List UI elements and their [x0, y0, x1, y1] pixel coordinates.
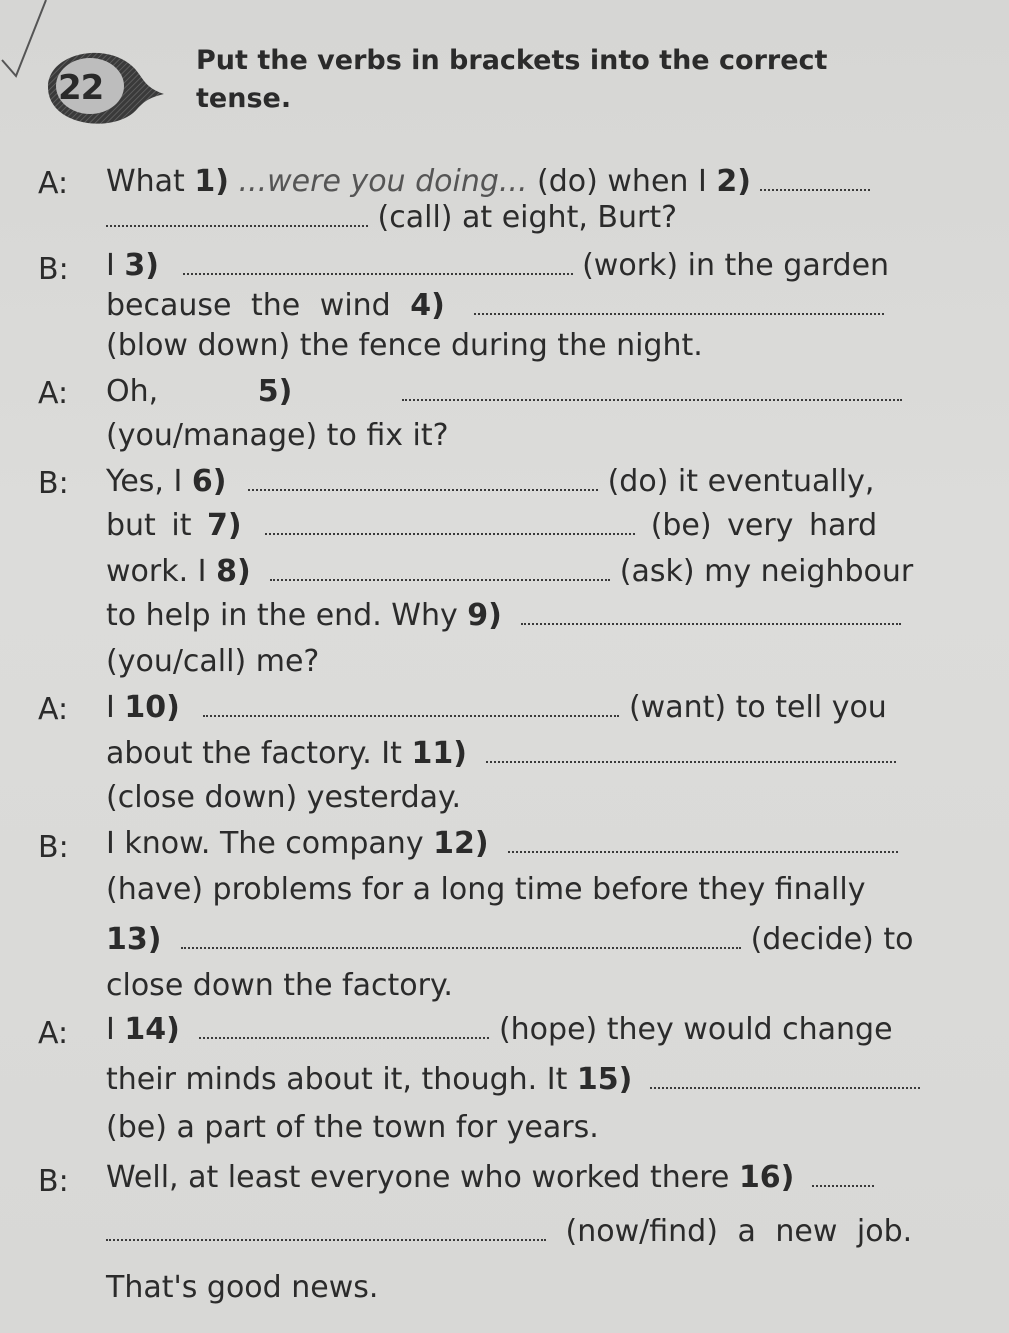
- dialogue-line: [106, 780, 461, 816]
- item-number: 6): [191, 464, 227, 499]
- line-text: I: [106, 1012, 115, 1047]
- item-number: 9): [467, 598, 502, 633]
- dialogue-line: [106, 1214, 912, 1250]
- line-text: (blow down) the fence during the night.: [106, 328, 703, 363]
- dialogue-line: [106, 1110, 599, 1146]
- item-number: 15): [576, 1062, 633, 1097]
- line-text: (have) problems for a long time before they finally: [106, 872, 866, 907]
- exercise-instruction: Put the verbs in brackets into the correct tense.: [196, 45, 828, 114]
- dialogue-line: [106, 328, 703, 364]
- line-text: (close down) yesterday.: [106, 780, 462, 815]
- answer-blank[interactable]: [760, 167, 870, 191]
- line-text: (hope) they would change: [498, 1012, 893, 1047]
- dialogue-line: [106, 374, 902, 410]
- speaker-a-label: A:: [38, 1016, 69, 1051]
- answer-blank[interactable]: [474, 291, 884, 315]
- answer-blank[interactable]: [508, 829, 898, 853]
- answer-blank[interactable]: [183, 251, 573, 275]
- line-text: What: [106, 164, 185, 199]
- line-text: (be) a part of the town for years.: [106, 1110, 599, 1145]
- line-text: (now/find) a new job.: [565, 1214, 913, 1249]
- dialogue-line: [106, 968, 453, 1004]
- answer-blank[interactable]: [270, 557, 610, 581]
- item-number: 7): [207, 508, 242, 543]
- answer-blank[interactable]: [521, 601, 901, 625]
- line-text: (you/manage) to fix it?: [106, 418, 449, 453]
- answer-blank[interactable]: [106, 1217, 546, 1241]
- dialogue-line: [106, 418, 449, 454]
- line-text: (ask) my neighbour: [619, 554, 914, 589]
- item-number: 4): [410, 288, 445, 323]
- line-text: (decide) to: [750, 922, 914, 957]
- answer-blank[interactable]: [650, 1065, 920, 1089]
- dialogue-line: [106, 826, 898, 862]
- line-text: Well, at least everyone who worked there: [106, 1160, 730, 1195]
- line-text: because the wind: [106, 288, 391, 323]
- answer-blank[interactable]: [199, 1015, 489, 1039]
- dialogue-line: [106, 872, 865, 908]
- line-text: (want) to tell you: [628, 690, 887, 725]
- dialogue-line: [106, 508, 877, 544]
- dialogue-line: [106, 554, 913, 590]
- line-text: about the factory. It: [106, 736, 402, 771]
- dialogue-line: [106, 248, 889, 284]
- dialogue-line: [106, 1012, 893, 1048]
- dialogue-line: [106, 644, 319, 680]
- line-text: (call) at eight, Burt?: [377, 200, 678, 235]
- dialogue-line: [106, 200, 677, 236]
- line-text: to help in the end. Why: [106, 598, 458, 633]
- answer-blank[interactable]: [402, 377, 902, 401]
- dialogue-line: [106, 164, 870, 200]
- item-number: 10): [124, 690, 180, 725]
- dialogue-line: [106, 922, 913, 958]
- line-text: Yes, I: [106, 464, 183, 499]
- line-text: I: [106, 690, 115, 725]
- line-text: their minds about it, though. It: [106, 1062, 568, 1097]
- item-number: 16): [738, 1160, 795, 1195]
- line-text: close down the factory.: [106, 968, 453, 1003]
- answer-blank[interactable]: [486, 739, 896, 763]
- item-number: 12): [433, 826, 489, 861]
- line-text: I know. The company: [106, 826, 424, 861]
- item-number: 13): [106, 922, 162, 957]
- line-text: work. I: [106, 554, 207, 589]
- speaker-b-label: B:: [38, 466, 69, 501]
- answer-blank[interactable]: [265, 511, 635, 535]
- line-text: Oh,: [106, 374, 159, 409]
- speaker-a-label: A:: [38, 376, 69, 411]
- line-text: (be) very hard: [650, 508, 878, 543]
- answer-blank[interactable]: [203, 693, 619, 717]
- dialogue-line: [106, 690, 887, 726]
- line-text: I: [106, 248, 115, 283]
- answer-blank[interactable]: [106, 203, 368, 227]
- item-number: 14): [124, 1012, 180, 1047]
- line-text: (do) when I: [537, 164, 707, 199]
- dialogue-line: [106, 598, 901, 634]
- line-text: but it: [106, 508, 192, 543]
- answer-blank[interactable]: [248, 467, 598, 491]
- item-number: 11): [411, 736, 467, 771]
- item-number: 3): [124, 248, 159, 283]
- line-text: (you/call) me?: [106, 644, 320, 679]
- exercise-number: 22: [58, 68, 104, 108]
- item-number: 8): [216, 554, 251, 589]
- speaker-b-label: B:: [38, 252, 69, 287]
- line-text: (work) in the garden: [582, 248, 890, 283]
- item-number: 2): [716, 164, 751, 199]
- dialogue-line: [106, 736, 896, 772]
- speaker-a-label: A:: [38, 692, 69, 727]
- speaker-b-label: B:: [38, 830, 69, 865]
- answer-blank[interactable]: [181, 925, 741, 949]
- line-text: (do) it eventually,: [607, 464, 875, 499]
- example-answer: ...were you doing...: [238, 164, 528, 199]
- item-number: 5): [257, 374, 293, 409]
- speaker-a-label: A:: [38, 166, 69, 201]
- dialogue-line: [106, 1270, 378, 1306]
- line-text: That's good news.: [106, 1270, 379, 1305]
- answer-blank[interactable]: [812, 1163, 874, 1187]
- dialogue-line: [106, 464, 874, 500]
- dialogue-line: [106, 288, 884, 324]
- dialogue-line: [106, 1062, 920, 1098]
- dialogue-line: [106, 1160, 874, 1196]
- speaker-b-label: B:: [38, 1164, 69, 1199]
- item-number: 1): [194, 164, 229, 199]
